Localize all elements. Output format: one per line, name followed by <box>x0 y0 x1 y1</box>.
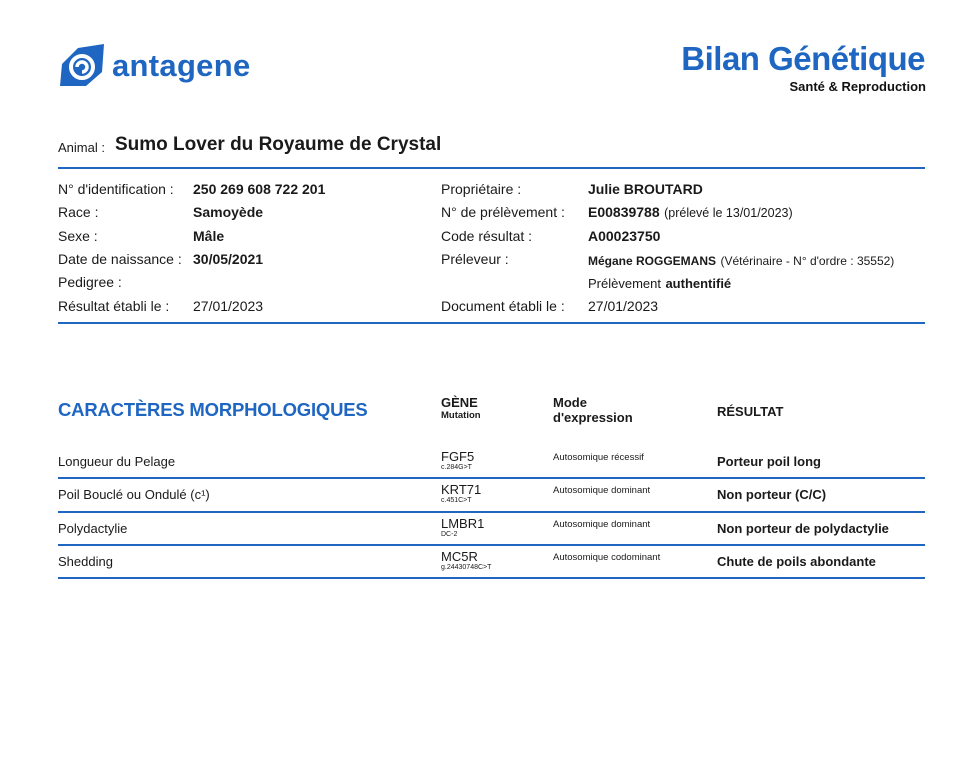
row-divider <box>58 544 925 546</box>
row-trait: Polydactylie <box>58 521 128 536</box>
row-expression: Autosomique récessif <box>553 452 644 463</box>
row-mutation: c.451C>T <box>441 497 472 504</box>
authentication-line <box>588 275 731 293</box>
row-trait: Longueur du Pelage <box>58 454 176 469</box>
column-header-mode-line2: d'expression <box>553 410 633 425</box>
section-title: CARACTÈRES MORPHOLOGIQUES <box>58 399 368 420</box>
column-header-gene <box>441 395 481 421</box>
info-label-birthdate: Date de naissance : <box>58 251 182 267</box>
row-gene: FGF5 <box>441 449 475 464</box>
column-header-gene-label: GÈNE <box>441 395 478 410</box>
info-value-owner: Julie BROUTARD <box>588 181 703 197</box>
info-label-race: Race : <box>58 204 99 220</box>
row-expression: Autosomique codominant <box>553 552 661 563</box>
row-trait: Shedding <box>58 554 113 569</box>
row-result: Non porteur de polydactylie <box>717 521 889 536</box>
row-divider <box>58 511 925 513</box>
row-divider <box>58 477 925 479</box>
antagene-logo-icon <box>58 42 106 88</box>
row-result: Porteur poil long <box>717 454 821 469</box>
divider-info <box>58 322 925 324</box>
antagene-logo <box>58 42 288 92</box>
row-expression: Autosomique dominant <box>553 485 651 496</box>
column-header-gene-sub: Mutation <box>441 410 481 421</box>
column-header-result: RÉSULTAT <box>717 404 784 419</box>
row-divider <box>58 577 925 579</box>
info-label-result-date: Résultat établi le : <box>58 298 170 314</box>
info-label-sex: Sexe : <box>58 228 98 244</box>
info-label-owner: Propriétaire : <box>441 181 522 197</box>
row-gene: MC5R <box>441 549 478 564</box>
info-value-code: A00023750 <box>588 228 661 244</box>
info-label-sampler: Préleveur : <box>441 251 509 267</box>
info-value-sample-note: (prélevé le 13/01/2023) <box>664 206 793 220</box>
row-mutation: c.284G>T <box>441 464 472 471</box>
info-value-id: 250 269 608 722 201 <box>193 181 326 197</box>
info-value-sampler-note: (Vétérinaire - N° d'ordre : 35552) <box>720 254 895 268</box>
row-expression: Autosomique dominant <box>553 519 651 530</box>
info-value-doc-date: 27/01/2023 <box>588 298 659 314</box>
info-value-sampler-line <box>588 252 894 270</box>
column-header-mode-line1: Mode <box>553 395 587 410</box>
info-value-sample-line <box>588 204 793 222</box>
info-value-sampler: Mégane ROGGEMANS <box>588 254 717 268</box>
row-gene: KRT71 <box>441 482 482 497</box>
row-result: Non porteur (C/C) <box>717 487 827 502</box>
document-title: Bilan Génétique <box>681 40 925 77</box>
info-label-doc-date: Document établi le : <box>441 298 565 314</box>
info-label-id: N° d'identification : <box>58 181 174 197</box>
row-result: Chute de poils abondante <box>717 554 876 569</box>
info-value-sex: Mâle <box>193 228 225 244</box>
animal-name: Sumo Lover du Royaume de Crystal <box>115 134 442 155</box>
animal-label: Animal : <box>58 140 105 155</box>
info-value-result-date: 27/01/2023 <box>193 298 264 314</box>
info-label-sample: N° de prélèvement : <box>441 204 565 220</box>
row-mutation: g.24430748C>T <box>441 564 492 571</box>
column-header-mode <box>553 395 633 425</box>
document-subtitle: Santé & Reproduction <box>789 79 926 94</box>
info-value-race: Samoyède <box>193 204 264 220</box>
row-trait: Poil Bouclé ou Ondulé (c¹) <box>58 487 210 502</box>
info-value-sample: E00839788 <box>588 204 660 220</box>
row-gene: LMBR1 <box>441 516 485 531</box>
divider-top <box>58 167 925 169</box>
row-mutation: DC-2 <box>441 531 458 538</box>
info-label-code: Code résultat : <box>441 228 533 244</box>
logo-wordmark: antagene <box>112 48 251 83</box>
authentication-prefix: Prélèvement <box>588 276 661 291</box>
authentication-status: authentifié <box>665 276 732 291</box>
info-label-pedigree: Pedigree : <box>58 274 122 290</box>
info-value-birthdate: 30/05/2021 <box>193 251 264 267</box>
